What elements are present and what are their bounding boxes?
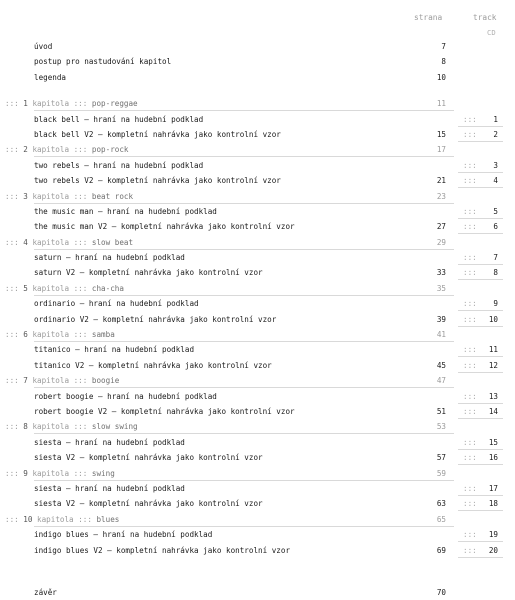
chapter-separator: :::	[73, 330, 88, 340]
chapter-genre: pop-rock	[91, 145, 129, 155]
cd-track-number: 19	[488, 530, 498, 540]
chapter-divider	[34, 110, 454, 111]
track-row	[0, 450, 515, 465]
chapter-heading	[0, 235, 515, 250]
chapter-page-number: 53	[436, 422, 446, 432]
chapter-title	[5, 235, 133, 250]
track-title: titanico – hraní na hudební podklad	[34, 345, 195, 355]
track-title: saturn – hraní na hudební podklad	[34, 253, 185, 263]
track-divider	[458, 372, 503, 373]
chapter-genre: beat rock	[91, 191, 134, 201]
cd-track-number: 17	[488, 483, 498, 493]
track-page-number: 21	[436, 176, 446, 186]
track-divider	[458, 141, 503, 142]
entry-label: úvod	[34, 42, 53, 51]
track-row	[0, 250, 515, 265]
track-row	[0, 527, 515, 542]
chapter-word: kapitola	[32, 237, 70, 247]
cd-track-number: 7	[493, 253, 498, 263]
chapter-heading	[0, 281, 515, 296]
track-row	[0, 543, 515, 558]
cd-track-number: 4	[493, 176, 498, 186]
page-number: 70	[436, 587, 446, 597]
chapter-word: kapitola	[32, 376, 70, 386]
chapter-prefix: :::	[5, 283, 19, 293]
chapter-title	[5, 512, 119, 527]
track-row	[0, 389, 515, 404]
chapter-number: 6	[23, 330, 28, 340]
track-row	[0, 173, 515, 188]
track-title: robert boogie V2 – kompletní nahrávka jako kontrolní vzor	[34, 406, 295, 416]
track-separator: :::	[463, 360, 477, 370]
track-divider	[458, 233, 503, 234]
track-page-number: 39	[436, 314, 446, 324]
track-separator: :::	[463, 176, 477, 186]
chapter-page-number: 59	[436, 468, 446, 478]
track-row	[0, 496, 515, 511]
track-divider	[458, 264, 503, 265]
cd-track-number: 16	[488, 453, 498, 463]
cd-track-number: 1	[493, 114, 498, 124]
track-page-number: 15	[436, 129, 446, 139]
chapter-word: kapitola	[32, 422, 70, 432]
track-separator: :::	[463, 160, 477, 170]
cd-track-number: 14	[488, 406, 498, 416]
chapter-separator: :::	[78, 514, 92, 524]
chapter-divider	[34, 433, 454, 434]
track-separator: :::	[463, 483, 477, 493]
chapter-genre: boogie	[91, 376, 120, 386]
track-row	[0, 219, 515, 234]
page-column-header: strana	[414, 13, 443, 22]
chapter-separator: :::	[73, 145, 88, 155]
chapter-word: kapitola	[37, 514, 74, 524]
chapter-genre: swing	[91, 468, 115, 478]
cd-track-number: 6	[493, 222, 498, 232]
chapter-prefix: :::	[5, 237, 19, 247]
track-title: siesta – hraní na hudební podklad	[34, 437, 185, 447]
chapter-genre: samba	[91, 330, 115, 340]
chapter-separator: :::	[73, 376, 88, 386]
track-title: black bell V2 – kompletní nahrávka jako kontrolní vzor	[34, 129, 281, 139]
chapter-separator: :::	[73, 283, 88, 293]
cd-track-number: 15	[488, 437, 498, 447]
chapter-number: 5	[23, 283, 28, 293]
track-row	[0, 358, 515, 373]
track-separator: :::	[463, 206, 477, 216]
track-page-number: 51	[436, 406, 446, 416]
track-row	[0, 435, 515, 450]
chapter-number: 4	[23, 237, 28, 247]
track-separator: :::	[463, 129, 477, 139]
track-row	[0, 404, 515, 419]
cd-track-number: 3	[493, 160, 498, 170]
chapter-number: 9	[23, 468, 28, 478]
page-number: 7	[441, 42, 446, 51]
track-title: black bell – hraní na hudební podklad	[34, 114, 204, 124]
cd-track-number: 9	[493, 299, 498, 309]
track-page-number: 27	[436, 222, 446, 232]
chapter-heading	[0, 189, 515, 204]
track-divider	[458, 310, 503, 311]
track-separator: :::	[463, 114, 477, 124]
cd-track-number: 11	[488, 345, 498, 355]
chapter-number: 7	[23, 376, 28, 386]
cd-track-number: 8	[493, 268, 498, 278]
track-row	[0, 158, 515, 173]
cd-track-number: 12	[488, 360, 498, 370]
track-divider	[458, 126, 503, 127]
chapter-number: 10	[23, 514, 33, 524]
chapter-page-number: 29	[436, 237, 446, 247]
track-title: siesta – hraní na hudební podklad	[34, 483, 185, 493]
track-divider	[458, 495, 503, 496]
track-separator: :::	[463, 437, 477, 447]
chapter-prefix: :::	[5, 99, 19, 109]
chapter-genre: blues	[96, 514, 120, 524]
track-divider	[458, 187, 503, 188]
track-page-number: 33	[436, 268, 446, 278]
chapter-word: kapitola	[32, 468, 70, 478]
chapter-prefix: :::	[5, 191, 19, 201]
chapter-title	[5, 189, 133, 204]
track-row	[0, 481, 515, 496]
chapter-divider	[34, 526, 454, 527]
track-title: indigo blues V2 – kompletní nahrávka jako kontrolní vzor	[34, 545, 291, 555]
chapter-word: kapitola	[32, 99, 70, 109]
chapter-word: kapitola	[32, 283, 70, 293]
track-row	[0, 112, 515, 127]
track-divider	[458, 326, 503, 327]
chapter-divider	[34, 156, 454, 157]
chapter-number: 2	[23, 145, 28, 155]
track-separator: :::	[463, 453, 477, 463]
track-divider	[458, 218, 503, 219]
track-column-header: track	[473, 13, 497, 22]
track-separator: :::	[463, 345, 477, 355]
track-separator: :::	[463, 253, 477, 263]
track-separator: :::	[463, 314, 477, 324]
track-title: the music man – hraní na hudební podklad	[34, 206, 217, 216]
chapter-title	[5, 281, 124, 296]
chapter-word: kapitola	[32, 330, 70, 340]
chapter-prefix: :::	[5, 330, 19, 340]
chapter-word: kapitola	[32, 145, 70, 155]
track-row	[0, 204, 515, 219]
track-separator: :::	[463, 530, 477, 540]
track-divider	[458, 279, 503, 280]
chapter-separator: :::	[73, 468, 88, 478]
track-separator: :::	[463, 222, 477, 232]
chapter-title	[5, 466, 115, 481]
cd-column-subheader: CD	[487, 28, 496, 37]
track-row	[0, 265, 515, 280]
track-divider	[458, 172, 503, 173]
track-title: siesta V2 – kompletní nahrávka jako kontrolní vzor	[34, 499, 263, 509]
cd-track-number: 18	[488, 499, 498, 509]
toc-rows	[0, 39, 515, 600]
chapter-separator: :::	[73, 422, 88, 432]
chapter-word: kapitola	[32, 191, 70, 201]
track-row	[0, 296, 515, 311]
page-number: 8	[441, 57, 446, 67]
chapter-divider	[34, 203, 454, 204]
track-separator: :::	[463, 545, 477, 555]
chapter-heading	[0, 466, 515, 481]
chapter-separator: :::	[73, 99, 88, 109]
track-title: the music man V2 – kompletní nahrávka jako kontrolní vzor	[34, 222, 295, 232]
track-title: indigo blues – hraní na hudební podklad	[34, 530, 213, 540]
chapter-prefix: :::	[5, 145, 19, 155]
track-row	[0, 127, 515, 142]
track-title: saturn V2 – kompletní nahrávka jako kontrolní vzor	[34, 268, 263, 278]
track-title: robert boogie – hraní na hudební podklad	[34, 391, 217, 401]
track-row	[0, 342, 515, 357]
track-page-number: 69	[436, 545, 446, 555]
track-divider	[458, 449, 503, 450]
entry-label: postup pro nastudování kapitol	[34, 57, 172, 67]
chapter-number: 1	[23, 99, 28, 109]
chapter-divider	[34, 480, 454, 481]
track-separator: :::	[463, 391, 477, 401]
cd-track-number: 5	[493, 206, 498, 216]
chapter-heading	[0, 512, 515, 527]
chapter-divider	[34, 341, 454, 342]
page-number: 10	[436, 72, 446, 82]
toc-row	[0, 585, 515, 600]
chapter-genre: slow swing	[91, 422, 138, 432]
chapter-page-number: 17	[436, 145, 446, 155]
cd-track-number: 2	[493, 129, 498, 139]
toc-row	[0, 39, 515, 54]
chapter-prefix: :::	[5, 422, 19, 432]
track-page-number: 57	[436, 453, 446, 463]
chapter-page-number: 41	[436, 330, 446, 340]
track-divider	[458, 464, 503, 465]
track-title: two rebels V2 – kompletní nahrávka jako kontrolní vzor	[34, 176, 281, 186]
toc-row	[0, 54, 515, 69]
chapter-number: 8	[23, 422, 28, 432]
track-separator: :::	[463, 499, 477, 509]
track-page-number: 63	[436, 499, 446, 509]
track-divider	[458, 356, 503, 357]
chapter-divider	[34, 249, 454, 250]
chapter-genre: cha-cha	[91, 283, 124, 293]
track-divider	[458, 418, 503, 419]
track-divider	[458, 541, 503, 542]
track-title: ordinario V2 – kompletní nahrávka jako kontrolní vzor	[34, 314, 277, 324]
track-separator: :::	[463, 406, 477, 416]
track-title: siesta V2 – kompletní nahrávka jako kontrolní vzor	[34, 453, 263, 463]
track-title: titanico V2 – kompletní nahrávka jako kontrolní vzor	[34, 360, 272, 370]
cd-track-number: 20	[488, 545, 498, 555]
track-separator: :::	[463, 299, 477, 309]
chapter-genre: slow beat	[91, 237, 134, 247]
track-title: two rebels – hraní na hudební podklad	[34, 160, 204, 170]
chapter-divider	[34, 387, 454, 388]
track-page-number: 45	[436, 360, 446, 370]
track-divider	[458, 403, 503, 404]
chapter-genre: pop-reggae	[91, 99, 138, 109]
chapter-prefix: :::	[5, 468, 19, 478]
chapter-page-number: 23	[436, 191, 446, 201]
entry-label: závěr	[34, 587, 57, 597]
cd-track-number: 10	[488, 314, 498, 324]
chapter-prefix: :::	[5, 514, 19, 524]
track-separator: :::	[463, 268, 477, 278]
track-divider	[458, 557, 503, 558]
chapter-page-number: 11	[436, 99, 446, 109]
track-row	[0, 312, 515, 327]
chapter-divider	[34, 295, 454, 296]
chapter-page-number: 65	[436, 514, 446, 524]
toc-row	[0, 70, 515, 85]
chapter-page-number: 35	[436, 283, 446, 293]
chapter-number: 3	[23, 191, 28, 201]
chapter-page-number: 47	[436, 376, 446, 386]
cd-track-number: 13	[488, 391, 498, 401]
entry-label: legenda	[34, 72, 67, 82]
chapter-separator: :::	[73, 191, 88, 201]
track-title: ordinario – hraní na hudební podklad	[34, 299, 199, 309]
chapter-separator: :::	[73, 237, 88, 247]
track-divider	[458, 510, 503, 511]
chapter-prefix: :::	[5, 376, 19, 386]
